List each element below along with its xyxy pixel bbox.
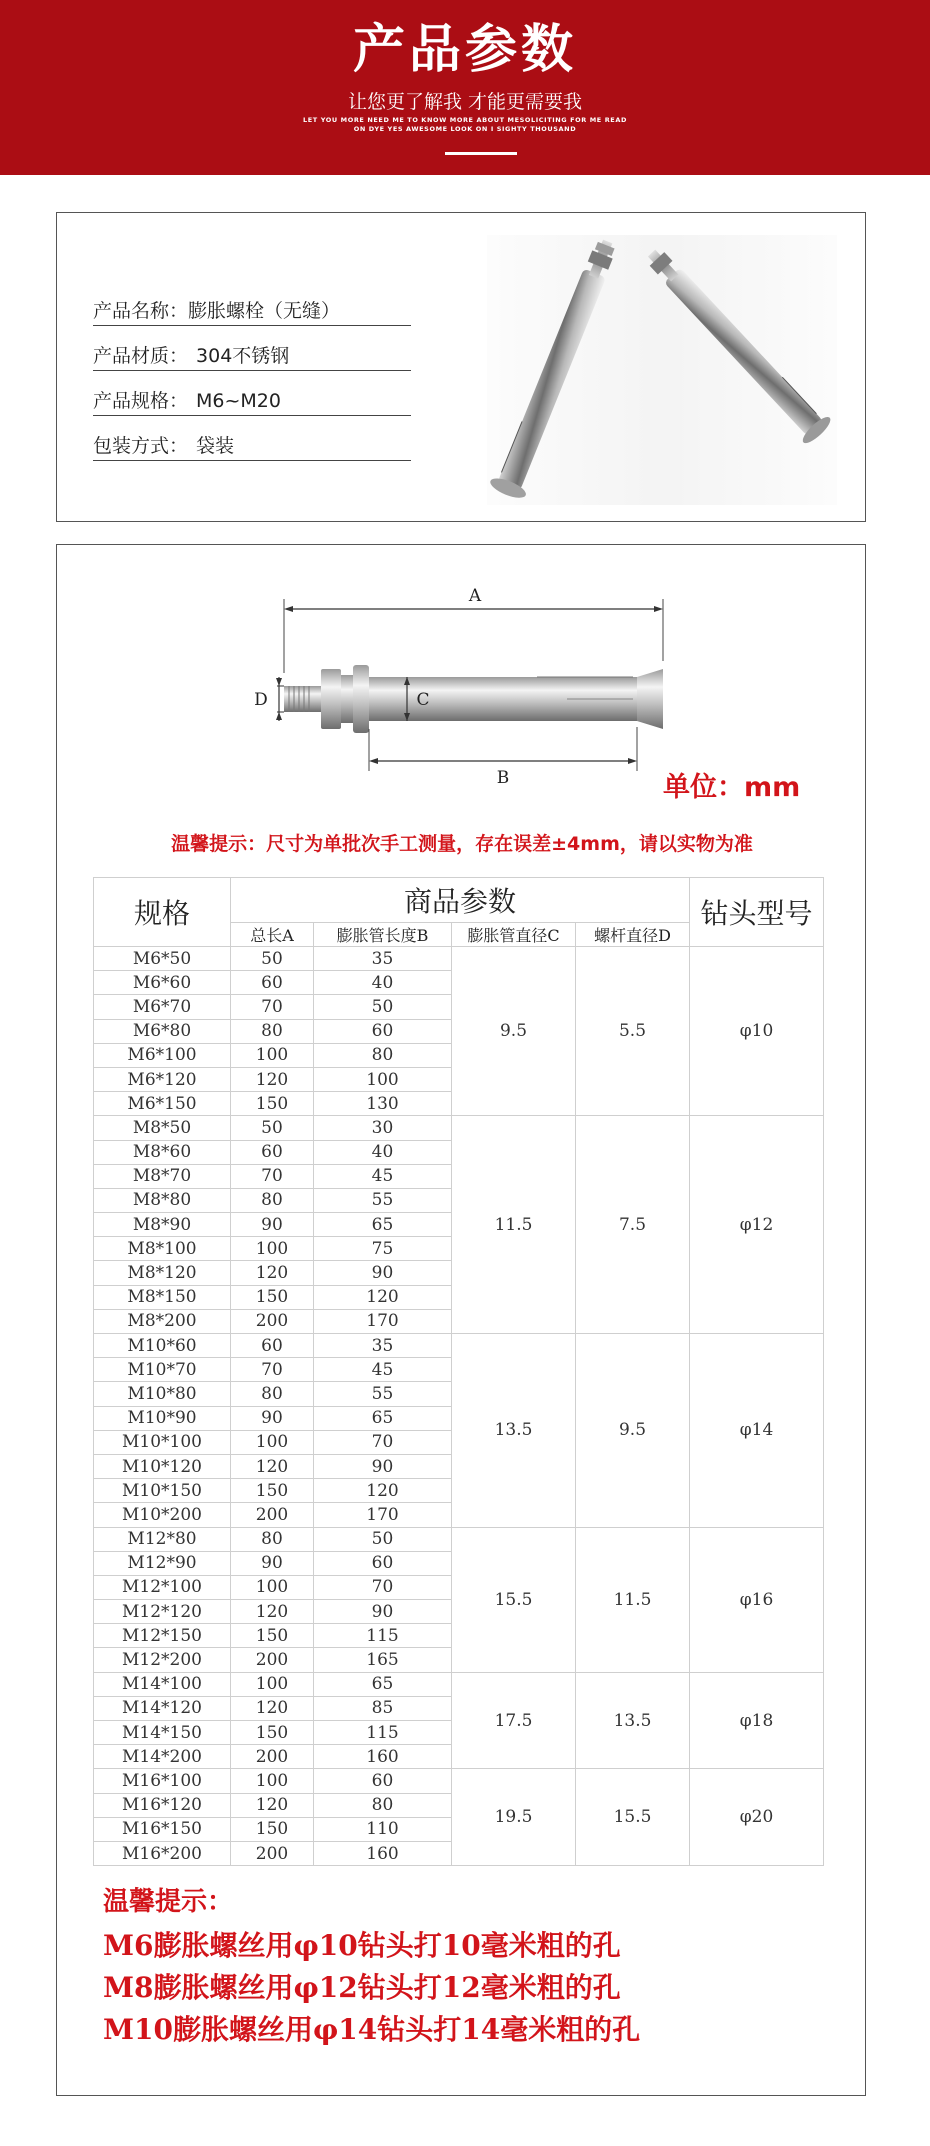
table-row bbox=[94, 1527, 824, 1551]
cell-spec: M10*150 bbox=[94, 1479, 231, 1503]
cell-spec: M6*150 bbox=[94, 1092, 231, 1116]
cell-spec: M10*80 bbox=[94, 1382, 231, 1406]
cell-tube-length-b: 120 bbox=[314, 1285, 452, 1309]
bottom-tips bbox=[103, 1883, 843, 2051]
info-row-packaging bbox=[93, 432, 411, 461]
info-value: 膨胀螺栓（无缝） bbox=[188, 300, 341, 322]
cell-spec: M14*120 bbox=[94, 1696, 231, 1720]
cell-tube-length-b: 110 bbox=[314, 1817, 452, 1841]
cell-spec: M10*60 bbox=[94, 1334, 231, 1358]
cell-tube-length-b: 90 bbox=[314, 1261, 452, 1285]
page-subtitle: 让您更了解我 才能更需要我 bbox=[347, 91, 583, 113]
cell-tube-length-b: 75 bbox=[314, 1237, 452, 1261]
cell-length-a: 100 bbox=[231, 1769, 314, 1793]
cell-tube-length-b: 130 bbox=[314, 1092, 452, 1116]
cell-rod-diameter-d: 15.5 bbox=[576, 1769, 690, 1866]
cell-tube-length-b: 65 bbox=[314, 1213, 452, 1237]
cell-tube-length-b: 165 bbox=[314, 1648, 452, 1672]
cell-tube-length-b: 170 bbox=[314, 1503, 452, 1527]
cell-length-a: 120 bbox=[231, 1454, 314, 1478]
cell-spec: M8*120 bbox=[94, 1261, 231, 1285]
cell-length-a: 100 bbox=[231, 1043, 314, 1067]
cell-tube-length-b: 50 bbox=[314, 995, 452, 1019]
cell-length-a: 150 bbox=[231, 1092, 314, 1116]
cell-spec: M10*100 bbox=[94, 1430, 231, 1454]
cell-length-a: 70 bbox=[231, 1164, 314, 1188]
table-row bbox=[94, 1334, 824, 1358]
subheader-length-a: 总长A bbox=[231, 923, 314, 947]
cell-tube-length-b: 40 bbox=[314, 971, 452, 995]
cell-spec: M12*200 bbox=[94, 1648, 231, 1672]
dimension-label-c: C bbox=[416, 690, 430, 710]
cell-length-a: 120 bbox=[231, 1793, 314, 1817]
info-row-material bbox=[93, 342, 411, 371]
spec-box bbox=[56, 544, 866, 2096]
cell-spec: M12*120 bbox=[94, 1600, 231, 1624]
cell-spec: M8*60 bbox=[94, 1140, 231, 1164]
cell-spec: M6*70 bbox=[94, 995, 231, 1019]
cell-spec: M12*80 bbox=[94, 1527, 231, 1551]
cell-spec: M8*100 bbox=[94, 1237, 231, 1261]
info-row-spec bbox=[93, 387, 411, 416]
cell-spec: M14*150 bbox=[94, 1721, 231, 1745]
page-header bbox=[0, 0, 930, 175]
cell-rod-diameter-d: 11.5 bbox=[576, 1527, 690, 1672]
cell-spec: M10*70 bbox=[94, 1358, 231, 1382]
cell-tube-length-b: 40 bbox=[314, 1140, 452, 1164]
cell-tube-diameter-c: 13.5 bbox=[452, 1334, 576, 1528]
cell-spec: M10*120 bbox=[94, 1454, 231, 1478]
cell-tube-length-b: 160 bbox=[314, 1841, 452, 1865]
info-value: 304不锈钢 bbox=[196, 345, 290, 367]
info-row-name bbox=[93, 297, 411, 326]
cell-length-a: 60 bbox=[231, 1140, 314, 1164]
cell-tube-length-b: 65 bbox=[314, 1672, 452, 1696]
cell-tube-length-b: 85 bbox=[314, 1696, 452, 1720]
measurement-tip: 温馨提示：尺寸为单批次手工测量，存在误差±4mm，请以实物为准 bbox=[171, 833, 753, 855]
cell-drill-bit: φ10 bbox=[690, 947, 824, 1116]
info-value: 袋装 bbox=[196, 435, 235, 457]
cell-tube-length-b: 115 bbox=[314, 1624, 452, 1648]
cell-tube-length-b: 60 bbox=[314, 1019, 452, 1043]
cell-length-a: 100 bbox=[231, 1575, 314, 1599]
cell-spec: M8*200 bbox=[94, 1309, 231, 1333]
cell-tube-length-b: 80 bbox=[314, 1793, 452, 1817]
cell-drill-bit: φ14 bbox=[690, 1334, 824, 1528]
cell-tube-length-b: 55 bbox=[314, 1382, 452, 1406]
cell-tube-length-b: 50 bbox=[314, 1527, 452, 1551]
cell-length-a: 150 bbox=[231, 1817, 314, 1841]
cell-spec: M10*90 bbox=[94, 1406, 231, 1430]
cell-length-a: 200 bbox=[231, 1309, 314, 1333]
cell-tube-length-b: 55 bbox=[314, 1188, 452, 1212]
cell-length-a: 90 bbox=[231, 1551, 314, 1575]
table-row bbox=[94, 1769, 824, 1793]
cell-spec: M12*90 bbox=[94, 1551, 231, 1575]
cell-rod-diameter-d: 9.5 bbox=[576, 1334, 690, 1528]
page-tagline bbox=[0, 116, 930, 134]
cell-tube-length-b: 45 bbox=[314, 1164, 452, 1188]
cell-spec: M16*100 bbox=[94, 1769, 231, 1793]
cell-spec: M8*50 bbox=[94, 1116, 231, 1140]
cell-length-a: 120 bbox=[231, 1696, 314, 1720]
tip-line: M8膨胀螺丝用φ12钻头打12毫米粗的孔 bbox=[103, 1971, 621, 2004]
cell-length-a: 120 bbox=[231, 1261, 314, 1285]
cell-tube-length-b: 70 bbox=[314, 1575, 452, 1599]
header-params: 商品参数 bbox=[231, 878, 690, 923]
cell-length-a: 80 bbox=[231, 1527, 314, 1551]
info-label: 产品规格： bbox=[93, 390, 189, 412]
tagline-line-2: ON DYE YES AWESOME LOOK ON I SIGHTY THOUSAND bbox=[353, 125, 577, 133]
cell-drill-bit: φ12 bbox=[690, 1116, 824, 1334]
cell-length-a: 100 bbox=[231, 1672, 314, 1696]
cell-spec: M6*120 bbox=[94, 1067, 231, 1091]
unit-label: 单位：mm bbox=[663, 772, 801, 803]
cell-tube-diameter-c: 9.5 bbox=[452, 947, 576, 1116]
cell-tube-length-b: 35 bbox=[314, 947, 452, 971]
cell-tube-diameter-c: 19.5 bbox=[452, 1769, 576, 1866]
cell-spec: M10*200 bbox=[94, 1503, 231, 1527]
cell-length-a: 80 bbox=[231, 1188, 314, 1212]
cell-tube-length-b: 100 bbox=[314, 1067, 452, 1091]
header-drill: 钻头型号 bbox=[690, 878, 824, 947]
cell-spec: M8*80 bbox=[94, 1188, 231, 1212]
subheader-rod-diameter-d: 螺杆直径D bbox=[576, 923, 690, 947]
table-row bbox=[94, 1672, 824, 1696]
cell-spec: M6*80 bbox=[94, 1019, 231, 1043]
cell-length-a: 150 bbox=[231, 1624, 314, 1648]
cell-rod-diameter-d: 7.5 bbox=[576, 1116, 690, 1334]
info-label: 产品名称： bbox=[93, 300, 189, 322]
cell-spec: M8*70 bbox=[94, 1164, 231, 1188]
cell-length-a: 60 bbox=[231, 1334, 314, 1358]
bolt-product-photo bbox=[467, 235, 857, 505]
dimension-label-b: B bbox=[496, 768, 510, 788]
info-value: M6~M20 bbox=[196, 390, 281, 412]
cell-spec: M16*200 bbox=[94, 1841, 231, 1865]
cell-tube-length-b: 170 bbox=[314, 1309, 452, 1333]
cell-tube-length-b: 90 bbox=[314, 1600, 452, 1624]
cell-spec: M14*200 bbox=[94, 1745, 231, 1769]
cell-drill-bit: φ18 bbox=[690, 1672, 824, 1769]
header-spec: 规格 bbox=[94, 878, 231, 947]
cell-spec: M12*100 bbox=[94, 1575, 231, 1599]
cell-length-a: 50 bbox=[231, 1116, 314, 1140]
cell-drill-bit: φ20 bbox=[690, 1769, 824, 1866]
cell-tube-diameter-c: 17.5 bbox=[452, 1672, 576, 1769]
cell-spec: M6*100 bbox=[94, 1043, 231, 1067]
cell-drill-bit: φ16 bbox=[690, 1527, 824, 1672]
title-underline bbox=[445, 152, 517, 155]
product-info-box bbox=[56, 212, 866, 522]
cell-spec: M6*50 bbox=[94, 947, 231, 971]
cell-length-a: 80 bbox=[231, 1382, 314, 1406]
cell-spec: M16*120 bbox=[94, 1793, 231, 1817]
cell-length-a: 120 bbox=[231, 1067, 314, 1091]
cell-tube-length-b: 70 bbox=[314, 1430, 452, 1454]
cell-spec: M16*150 bbox=[94, 1817, 231, 1841]
cell-spec: M6*60 bbox=[94, 971, 231, 995]
tips-heading: 温馨提示： bbox=[103, 1887, 234, 1917]
tip-line: M6膨胀螺丝用φ10钻头打10毫米粗的孔 bbox=[103, 1929, 621, 1962]
cell-rod-diameter-d: 5.5 bbox=[576, 947, 690, 1116]
cell-spec: M12*150 bbox=[94, 1624, 231, 1648]
dimension-label-a: A bbox=[468, 586, 482, 606]
cell-tube-length-b: 90 bbox=[314, 1454, 452, 1478]
cell-length-a: 70 bbox=[231, 1358, 314, 1382]
table-row bbox=[94, 947, 824, 971]
bolt-dimension-diagram bbox=[237, 561, 717, 791]
cell-tube-diameter-c: 11.5 bbox=[452, 1116, 576, 1334]
subheader-tube-length-b: 膨胀管长度B bbox=[314, 923, 452, 947]
tip-line: M10膨胀螺丝用φ14钻头打14毫米粗的孔 bbox=[103, 2013, 641, 2046]
tagline-line-1: LET YOU MORE NEED ME TO KNOW MORE ABOUT MESOLICITING FOR ME READ bbox=[303, 116, 627, 124]
page-title: 产品参数 bbox=[352, 20, 577, 80]
cell-length-a: 90 bbox=[231, 1213, 314, 1237]
cell-length-a: 70 bbox=[231, 995, 314, 1019]
cell-length-a: 200 bbox=[231, 1503, 314, 1527]
cell-length-a: 60 bbox=[231, 971, 314, 995]
cell-length-a: 90 bbox=[231, 1406, 314, 1430]
cell-tube-length-b: 120 bbox=[314, 1479, 452, 1503]
cell-spec: M14*100 bbox=[94, 1672, 231, 1696]
cell-tube-length-b: 45 bbox=[314, 1358, 452, 1382]
spec-table bbox=[93, 877, 824, 1866]
cell-tube-diameter-c: 15.5 bbox=[452, 1527, 576, 1672]
cell-length-a: 150 bbox=[231, 1721, 314, 1745]
cell-tube-length-b: 60 bbox=[314, 1769, 452, 1793]
subheader-tube-diameter-c: 膨胀管直径C bbox=[452, 923, 576, 947]
info-label: 产品材质： bbox=[93, 345, 189, 367]
cell-length-a: 100 bbox=[231, 1430, 314, 1454]
cell-tube-length-b: 115 bbox=[314, 1721, 452, 1745]
cell-length-a: 200 bbox=[231, 1841, 314, 1865]
cell-tube-length-b: 160 bbox=[314, 1745, 452, 1769]
cell-tube-length-b: 30 bbox=[314, 1116, 452, 1140]
table-row bbox=[94, 1116, 824, 1140]
dimension-label-d: D bbox=[254, 690, 268, 710]
cell-tube-length-b: 80 bbox=[314, 1043, 452, 1067]
cell-length-a: 200 bbox=[231, 1648, 314, 1672]
cell-rod-diameter-d: 13.5 bbox=[576, 1672, 690, 1769]
cell-length-a: 120 bbox=[231, 1600, 314, 1624]
cell-length-a: 50 bbox=[231, 947, 314, 971]
cell-tube-length-b: 60 bbox=[314, 1551, 452, 1575]
cell-tube-length-b: 65 bbox=[314, 1406, 452, 1430]
cell-spec: M8*90 bbox=[94, 1213, 231, 1237]
cell-length-a: 150 bbox=[231, 1479, 314, 1503]
cell-tube-length-b: 35 bbox=[314, 1334, 452, 1358]
cell-length-a: 150 bbox=[231, 1285, 314, 1309]
cell-length-a: 200 bbox=[231, 1745, 314, 1769]
cell-spec: M8*150 bbox=[94, 1285, 231, 1309]
cell-length-a: 100 bbox=[231, 1237, 314, 1261]
info-label: 包装方式： bbox=[93, 435, 189, 457]
spec-table-body bbox=[94, 947, 824, 1866]
cell-length-a: 80 bbox=[231, 1019, 314, 1043]
